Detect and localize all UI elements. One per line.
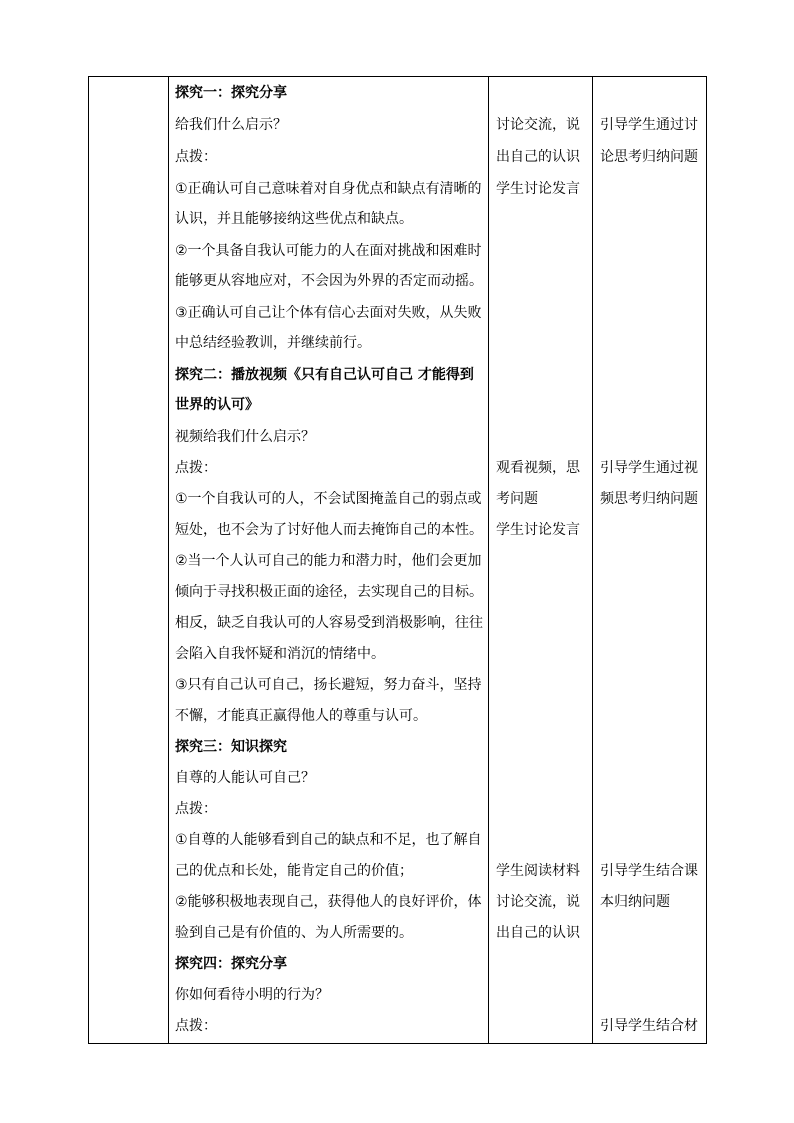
hint-text: ①正确认可自己意味着对自身优点和缺点有清晰的	[175, 181, 482, 197]
student-activity-text: 学生讨论发言	[496, 181, 580, 197]
student-activity-text: 讨论交流，说	[496, 117, 580, 133]
question-text: 自尊的人能认可自己？	[175, 770, 315, 786]
design-intent-text: 引导学生通过视	[600, 460, 698, 476]
hint-text: 短处，也不会为了讨好他人而去掩饰自己的本性。	[175, 522, 483, 538]
hint-text: ②当一个人认可自己的能力和潜力时，他们会更加	[175, 553, 482, 569]
design-intent-text: 引导学生通过讨	[600, 117, 698, 133]
question-text: 视频给我们什么启示？	[175, 429, 315, 445]
hint-text: 能够更从容地应对，不会因为外界的否定而动摇。	[175, 273, 483, 289]
student-activity-text: 学生讨论发言	[496, 522, 580, 538]
section-title: 探究四：探究分享	[175, 956, 287, 972]
hint-text: ③正确认可自己让个体有信心去面对失败，从失败	[175, 305, 482, 321]
question-text: 给我们什么启示？	[175, 117, 287, 133]
hint-text: 不懈，才能真正赢得他人的尊重与认可。	[175, 708, 427, 724]
hint-text: 验到自己是有价值的、为人所需要的。	[175, 925, 413, 941]
section-title: 探究一：探究分享	[175, 85, 287, 101]
hint-label: 点拨：	[175, 1018, 217, 1034]
design-intent-text: 本归纳问题	[600, 894, 670, 910]
column-divider	[488, 77, 489, 1043]
hint-label: 点拨：	[175, 460, 217, 476]
hint-text: 认识，并且能够接纳这些优点和缺点。	[175, 211, 413, 227]
hint-text: ②能够积极地表现自己，获得他人的良好评价，体	[175, 894, 482, 910]
hint-text: 会陷入自我怀疑和消沉的情绪中。	[175, 646, 385, 662]
student-activity-text: 讨论交流，说	[496, 894, 580, 910]
column-divider	[168, 77, 169, 1043]
design-intent-text: 引导学生结合课	[600, 863, 698, 879]
hint-text: 相反，缺乏自我认可的人容易受到消极影响，往往	[175, 615, 483, 631]
student-activity-text: 观看视频，思	[496, 460, 580, 476]
hint-label: 点拨：	[175, 149, 217, 165]
section-title: 世界的认可》	[175, 397, 259, 413]
student-activity-text: 出自己的认识	[496, 149, 580, 165]
lesson-table	[88, 76, 707, 1044]
section-title: 探究二：播放视频《只有自己认可自己 才能得到	[175, 367, 474, 383]
design-intent-text: 论思考归纳问题	[600, 149, 698, 165]
hint-label: 点拨：	[175, 801, 217, 817]
student-activity-text: 出自己的认识	[496, 925, 580, 941]
hint-text: ①一个自我认可的人，不会试图掩盖自己的弱点或	[175, 491, 482, 507]
question-text: 你如何看待小明的行为？	[175, 987, 329, 1003]
hint-text: 倾向于寻找积极正面的途径，去实现自己的目标。	[175, 584, 483, 600]
student-activity-text: 考问题	[496, 491, 538, 507]
column-divider	[592, 77, 593, 1043]
student-activity-text: 学生阅读材料	[496, 863, 580, 879]
hint-text: 己的优点和长处，能肯定自己的价值；	[175, 863, 413, 879]
design-intent-text: 频思考归纳问题	[600, 491, 698, 507]
section-title: 探究三：知识探究	[175, 739, 287, 755]
hint-text: ②一个具备自我认可能力的人在面对挑战和困难时	[175, 243, 482, 259]
hint-text: ③只有自己认可自己，扬长避短，努力奋斗，坚持	[175, 677, 482, 693]
design-intent-text: 引导学生结合材	[600, 1018, 698, 1034]
hint-text: 中总结经验教训，并继续前行。	[175, 335, 371, 351]
hint-text: ①自尊的人能够看到自己的缺点和不足，也了解自	[175, 832, 482, 848]
